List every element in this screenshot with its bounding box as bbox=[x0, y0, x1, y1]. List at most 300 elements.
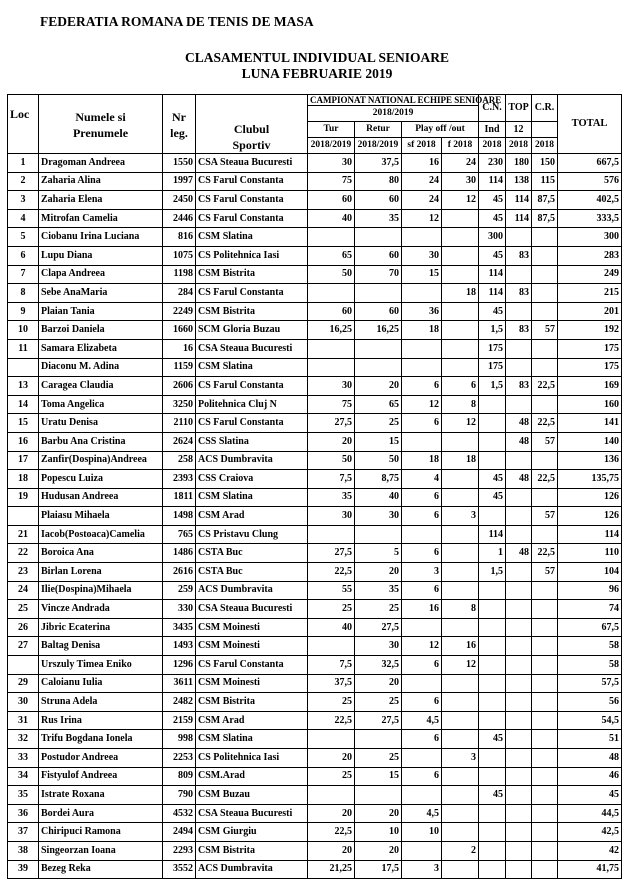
cell-nr: 3250 bbox=[163, 395, 196, 414]
cell-retur bbox=[355, 284, 402, 303]
cell-retur: 32,5 bbox=[355, 656, 402, 675]
cell-nr: 809 bbox=[163, 767, 196, 786]
cell-cr: 87,5 bbox=[532, 191, 558, 210]
cell-cr bbox=[532, 581, 558, 600]
cell-total: 58 bbox=[558, 656, 622, 675]
cell-f: 8 bbox=[442, 600, 479, 619]
cell-club: CSM Arad bbox=[196, 711, 308, 730]
cell-top bbox=[506, 358, 532, 377]
cell-cn: 45 bbox=[479, 470, 506, 489]
cell-cn: 45 bbox=[479, 246, 506, 265]
cell-name: Clapa Andreea bbox=[39, 265, 163, 284]
cell-tur: 25 bbox=[308, 600, 355, 619]
cell-name: Boroica Ana bbox=[39, 544, 163, 563]
table-row bbox=[8, 841, 622, 860]
cell-f bbox=[442, 618, 479, 637]
cell-total: 192 bbox=[558, 321, 622, 340]
cell-nr: 2446 bbox=[163, 209, 196, 228]
table-row bbox=[8, 693, 622, 712]
cell-retur: 70 bbox=[355, 265, 402, 284]
cell-sf: 6 bbox=[402, 581, 442, 600]
cell-loc: 33 bbox=[8, 749, 39, 768]
cell-club: CS Farul Constanta bbox=[196, 284, 308, 303]
cell-sf: 18 bbox=[402, 321, 442, 340]
cell-f bbox=[442, 470, 479, 489]
table-row bbox=[8, 823, 622, 842]
cell-loc: 25 bbox=[8, 600, 39, 619]
cell-tur: 27,5 bbox=[308, 414, 355, 433]
cell-sf bbox=[402, 358, 442, 377]
cell-club: CS Farul Constanta bbox=[196, 172, 308, 191]
cell-club: CS Farul Constanta bbox=[196, 414, 308, 433]
cell-f bbox=[442, 358, 479, 377]
cell-tur bbox=[308, 525, 355, 544]
cell-total: 46 bbox=[558, 767, 622, 786]
cell-cn bbox=[479, 581, 506, 600]
cell-retur bbox=[355, 525, 402, 544]
cell-name: Uratu Denisa bbox=[39, 414, 163, 433]
table-row bbox=[8, 804, 622, 823]
table-row bbox=[8, 358, 622, 377]
cell-tur: 75 bbox=[308, 395, 355, 414]
cell-loc: 7 bbox=[8, 265, 39, 284]
cell-f bbox=[442, 339, 479, 358]
cell-name: Fistyulof Andreea bbox=[39, 767, 163, 786]
cell-cr bbox=[532, 656, 558, 675]
cell-f bbox=[442, 432, 479, 451]
table-row bbox=[8, 154, 622, 173]
cell-f: 12 bbox=[442, 191, 479, 210]
cell-name: Toma Angelica bbox=[39, 395, 163, 414]
cell-retur bbox=[355, 786, 402, 805]
cell-tur: 35 bbox=[308, 488, 355, 507]
cell-name: Birlan Lorena bbox=[39, 563, 163, 582]
cell-total: 175 bbox=[558, 339, 622, 358]
cell-name: Struna Adela bbox=[39, 693, 163, 712]
cell-club: CSS Slatina bbox=[196, 432, 308, 451]
cell-sf: 12 bbox=[402, 395, 442, 414]
cell-loc: 21 bbox=[8, 525, 39, 544]
cell-cn bbox=[479, 767, 506, 786]
header-club bbox=[196, 95, 308, 154]
header-name-line1: Numele si bbox=[75, 110, 126, 124]
cell-loc: 15 bbox=[8, 414, 39, 433]
cell-total: 126 bbox=[558, 507, 622, 526]
header-total: TOTAL bbox=[558, 95, 622, 154]
cell-total: 667,5 bbox=[558, 154, 622, 173]
cell-name: Zanfir(Dospina)Andreea bbox=[39, 451, 163, 470]
cell-sf: 6 bbox=[402, 488, 442, 507]
cell-club: CSM.Arad bbox=[196, 767, 308, 786]
cell-nr: 1486 bbox=[163, 544, 196, 563]
cell-retur: 20 bbox=[355, 563, 402, 582]
cell-top: 48 bbox=[506, 544, 532, 563]
cell-name: Lupu Diana bbox=[39, 246, 163, 265]
cell-retur: 30 bbox=[355, 507, 402, 526]
cell-retur: 17,5 bbox=[355, 860, 402, 879]
table-row bbox=[8, 191, 622, 210]
cell-cr bbox=[532, 637, 558, 656]
cell-loc: 10 bbox=[8, 321, 39, 340]
cell-cr bbox=[532, 618, 558, 637]
cell-name: Barbu Ana Cristina bbox=[39, 432, 163, 451]
cell-name: Bordei Aura bbox=[39, 804, 163, 823]
table-row bbox=[8, 432, 622, 451]
cell-retur: 20 bbox=[355, 377, 402, 396]
cell-cn: 45 bbox=[479, 209, 506, 228]
table-row bbox=[8, 321, 622, 340]
cell-sf bbox=[402, 525, 442, 544]
cell-loc: 17 bbox=[8, 451, 39, 470]
table-row bbox=[8, 618, 622, 637]
cell-club: CSM Buzau bbox=[196, 786, 308, 805]
cell-retur: 8,75 bbox=[355, 470, 402, 489]
cell-tur: 40 bbox=[308, 618, 355, 637]
cell-loc: 8 bbox=[8, 284, 39, 303]
cell-retur: 25 bbox=[355, 749, 402, 768]
table-row bbox=[8, 377, 622, 396]
cell-cn: 175 bbox=[479, 358, 506, 377]
cell-club: CS Politehnica Iasi bbox=[196, 749, 308, 768]
table-row bbox=[8, 786, 622, 805]
cell-cn bbox=[479, 414, 506, 433]
cell-nr: 2494 bbox=[163, 823, 196, 842]
cell-tur: 60 bbox=[308, 302, 355, 321]
cell-sf: 24 bbox=[402, 172, 442, 191]
cell-name: Istrate Roxana bbox=[39, 786, 163, 805]
cell-f: 3 bbox=[442, 749, 479, 768]
header-club-line1: Clubul bbox=[233, 122, 270, 136]
cell-cn bbox=[479, 693, 506, 712]
cell-total: 96 bbox=[558, 581, 622, 600]
header-retur: Retur bbox=[355, 122, 402, 138]
cell-name: Iacob(Postoaca)Camelia bbox=[39, 525, 163, 544]
cell-cr bbox=[532, 600, 558, 619]
cell-loc: 5 bbox=[8, 228, 39, 247]
table-row bbox=[8, 209, 622, 228]
cell-loc: 31 bbox=[8, 711, 39, 730]
cell-f bbox=[442, 563, 479, 582]
table-row bbox=[8, 488, 622, 507]
cell-tur bbox=[308, 358, 355, 377]
cell-nr: 4532 bbox=[163, 804, 196, 823]
cell-cn bbox=[479, 637, 506, 656]
cell-total: 249 bbox=[558, 265, 622, 284]
cell-nr: 2159 bbox=[163, 711, 196, 730]
cell-total: 48 bbox=[558, 749, 622, 768]
cell-loc: 18 bbox=[8, 470, 39, 489]
cell-cr: 22,5 bbox=[532, 470, 558, 489]
cell-name: Baltag Denisa bbox=[39, 637, 163, 656]
cell-cn bbox=[479, 823, 506, 842]
header-nr-line2: leg. bbox=[170, 126, 188, 140]
header-cn-ind: Ind bbox=[479, 122, 506, 138]
cell-nr: 1660 bbox=[163, 321, 196, 340]
cell-f bbox=[442, 525, 479, 544]
cell-tur bbox=[308, 228, 355, 247]
cell-club: SCM Gloria Buzau bbox=[196, 321, 308, 340]
table-row bbox=[8, 860, 622, 879]
cell-cn bbox=[479, 841, 506, 860]
header-top: TOP bbox=[506, 95, 532, 122]
cell-nr: 3435 bbox=[163, 618, 196, 637]
cell-nr: 259 bbox=[163, 581, 196, 600]
table-row bbox=[8, 525, 622, 544]
cell-cn: 45 bbox=[479, 488, 506, 507]
cell-club: CSM Arad bbox=[196, 507, 308, 526]
cell-tur: 30 bbox=[308, 154, 355, 173]
header-cr-year: 2018 bbox=[532, 138, 558, 154]
cell-club: ACS Dumbravita bbox=[196, 581, 308, 600]
cell-sf bbox=[402, 786, 442, 805]
cell-cn: 114 bbox=[479, 265, 506, 284]
cell-cn: 1,5 bbox=[479, 321, 506, 340]
cell-club: ACS Dumbravita bbox=[196, 451, 308, 470]
cell-f bbox=[442, 544, 479, 563]
header-top-year: 2018 bbox=[506, 138, 532, 154]
cell-name: Samara Elizabeta bbox=[39, 339, 163, 358]
header-nr-line1: Nr bbox=[172, 110, 186, 124]
cell-top bbox=[506, 674, 532, 693]
cell-top bbox=[506, 488, 532, 507]
cell-name: Dragoman Andreea bbox=[39, 154, 163, 173]
cell-retur: 20 bbox=[355, 841, 402, 860]
cell-retur: 60 bbox=[355, 191, 402, 210]
cell-nr: 1493 bbox=[163, 637, 196, 656]
cell-f bbox=[442, 674, 479, 693]
cell-sf bbox=[402, 284, 442, 303]
cell-cr: 22,5 bbox=[532, 377, 558, 396]
cell-nr: 765 bbox=[163, 525, 196, 544]
cell-retur: 16,25 bbox=[355, 321, 402, 340]
cell-retur: 20 bbox=[355, 674, 402, 693]
cell-f bbox=[442, 860, 479, 879]
cell-cn: 300 bbox=[479, 228, 506, 247]
cell-retur: 65 bbox=[355, 395, 402, 414]
cell-total: 74 bbox=[558, 600, 622, 619]
cell-tur: 20 bbox=[308, 841, 355, 860]
cell-cr bbox=[532, 451, 558, 470]
cell-retur: 60 bbox=[355, 246, 402, 265]
cell-loc: 30 bbox=[8, 693, 39, 712]
cell-total: 333,5 bbox=[558, 209, 622, 228]
document-subtitle: LUNA FEBRUARIE 2019 bbox=[241, 66, 393, 81]
cell-loc: 3 bbox=[8, 191, 39, 210]
cell-f bbox=[442, 265, 479, 284]
cell-tur: 22,5 bbox=[308, 823, 355, 842]
cell-cn: 45 bbox=[479, 191, 506, 210]
cell-f: 3 bbox=[442, 507, 479, 526]
cell-name: Jibric Ecaterina bbox=[39, 618, 163, 637]
cell-cr: 22,5 bbox=[532, 544, 558, 563]
cell-nr: 998 bbox=[163, 730, 196, 749]
cell-cr bbox=[532, 841, 558, 860]
cell-tur: 50 bbox=[308, 265, 355, 284]
cell-total: 201 bbox=[558, 302, 622, 321]
cell-name: Caloianu Iulia bbox=[39, 674, 163, 693]
cell-top: 48 bbox=[506, 432, 532, 451]
cell-top: 83 bbox=[506, 321, 532, 340]
cell-nr: 1498 bbox=[163, 507, 196, 526]
cell-loc: 39 bbox=[8, 860, 39, 879]
cell-cn bbox=[479, 656, 506, 675]
cell-top bbox=[506, 581, 532, 600]
cell-top bbox=[506, 860, 532, 879]
cell-sf: 3 bbox=[402, 563, 442, 582]
cell-total: 160 bbox=[558, 395, 622, 414]
cell-sf: 18 bbox=[402, 451, 442, 470]
cell-club: CSTA Buc bbox=[196, 563, 308, 582]
cell-sf: 3 bbox=[402, 860, 442, 879]
cell-top bbox=[506, 600, 532, 619]
cell-tur: 7,5 bbox=[308, 470, 355, 489]
cell-f: 6 bbox=[442, 377, 479, 396]
cell-loc: 16 bbox=[8, 432, 39, 451]
cell-total: 300 bbox=[558, 228, 622, 247]
cell-cn bbox=[479, 432, 506, 451]
cell-loc: 11 bbox=[8, 339, 39, 358]
cell-club: CSM Moinesti bbox=[196, 618, 308, 637]
table-row bbox=[8, 581, 622, 600]
cell-tur: 30 bbox=[308, 507, 355, 526]
cell-sf bbox=[402, 432, 442, 451]
cell-sf: 6 bbox=[402, 767, 442, 786]
cell-cr bbox=[532, 228, 558, 247]
cell-top bbox=[506, 507, 532, 526]
cell-cn: 1,5 bbox=[479, 377, 506, 396]
cell-nr: 1075 bbox=[163, 246, 196, 265]
cell-top bbox=[506, 228, 532, 247]
cell-top: 138 bbox=[506, 172, 532, 191]
cell-sf: 6 bbox=[402, 414, 442, 433]
cell-retur bbox=[355, 339, 402, 358]
table-row bbox=[8, 172, 622, 191]
cell-name: Trifu Bogdana Ionela bbox=[39, 730, 163, 749]
cell-top bbox=[506, 618, 532, 637]
cell-sf: 4 bbox=[402, 470, 442, 489]
cell-cr bbox=[532, 488, 558, 507]
cell-tur bbox=[308, 339, 355, 358]
cell-loc: 29 bbox=[8, 674, 39, 693]
cell-top bbox=[506, 730, 532, 749]
cell-cr bbox=[532, 525, 558, 544]
cell-total: 58 bbox=[558, 637, 622, 656]
cell-nr: 816 bbox=[163, 228, 196, 247]
cell-name: Ilie(Dospina)Mihaela bbox=[39, 581, 163, 600]
cell-name: Diaconu M. Adina bbox=[39, 358, 163, 377]
cell-cr bbox=[532, 767, 558, 786]
table-row bbox=[8, 339, 622, 358]
cell-loc bbox=[8, 358, 39, 377]
header-nr bbox=[163, 95, 196, 154]
cell-nr: 2624 bbox=[163, 432, 196, 451]
cell-cr: 22,5 bbox=[532, 414, 558, 433]
cell-cn: 175 bbox=[479, 339, 506, 358]
table-row bbox=[8, 228, 622, 247]
cell-total: 140 bbox=[558, 432, 622, 451]
cell-retur: 25 bbox=[355, 600, 402, 619]
cell-top: 48 bbox=[506, 414, 532, 433]
ranking-rows bbox=[8, 154, 622, 879]
cell-tur: 37,5 bbox=[308, 674, 355, 693]
cell-cr bbox=[532, 358, 558, 377]
cell-top bbox=[506, 339, 532, 358]
cell-name: Urszuly Timea Eniko bbox=[39, 656, 163, 675]
cell-sf: 15 bbox=[402, 265, 442, 284]
cell-total: 136 bbox=[558, 451, 622, 470]
table-row bbox=[8, 507, 622, 526]
cell-retur bbox=[355, 358, 402, 377]
table-row bbox=[8, 395, 622, 414]
cell-top bbox=[506, 637, 532, 656]
cell-total: 45 bbox=[558, 786, 622, 805]
cell-loc: 22 bbox=[8, 544, 39, 563]
cell-sf: 6 bbox=[402, 693, 442, 712]
cell-loc: 27 bbox=[8, 637, 39, 656]
cell-nr: 1296 bbox=[163, 656, 196, 675]
cell-sf: 16 bbox=[402, 600, 442, 619]
cell-loc: 2 bbox=[8, 172, 39, 191]
table-row bbox=[8, 414, 622, 433]
cell-cr: 57 bbox=[532, 563, 558, 582]
cell-cr bbox=[532, 395, 558, 414]
cell-cn: 114 bbox=[479, 525, 506, 544]
cell-f: 24 bbox=[442, 154, 479, 173]
cell-name: Barzoi Daniela bbox=[39, 321, 163, 340]
cell-loc: 34 bbox=[8, 767, 39, 786]
cell-club: CSM Moinesti bbox=[196, 637, 308, 656]
cell-name: Popescu Luiza bbox=[39, 470, 163, 489]
header-cr-blank bbox=[532, 122, 558, 138]
cell-cn: 1 bbox=[479, 544, 506, 563]
cell-nr: 2450 bbox=[163, 191, 196, 210]
cell-nr: 790 bbox=[163, 786, 196, 805]
cell-loc: 38 bbox=[8, 841, 39, 860]
table-row bbox=[8, 284, 622, 303]
cell-tur: 22,5 bbox=[308, 563, 355, 582]
cell-tur: 20 bbox=[308, 749, 355, 768]
header-name bbox=[39, 95, 163, 154]
cell-loc bbox=[8, 507, 39, 526]
cell-tur: 30 bbox=[308, 377, 355, 396]
cell-sf: 16 bbox=[402, 154, 442, 173]
cell-retur: 27,5 bbox=[355, 618, 402, 637]
cell-cr: 57 bbox=[532, 432, 558, 451]
cell-cr bbox=[532, 786, 558, 805]
cell-tur: 16,25 bbox=[308, 321, 355, 340]
cell-top bbox=[506, 563, 532, 582]
cell-cn bbox=[479, 600, 506, 619]
cell-f bbox=[442, 209, 479, 228]
header-sf-year: sf 2018 bbox=[402, 138, 442, 154]
cell-name: Singeorzan Ioana bbox=[39, 841, 163, 860]
cell-top bbox=[506, 841, 532, 860]
table-row bbox=[8, 674, 622, 693]
cell-top bbox=[506, 786, 532, 805]
cell-loc: 37 bbox=[8, 823, 39, 842]
cell-retur: 25 bbox=[355, 414, 402, 433]
cell-sf: 6 bbox=[402, 544, 442, 563]
cell-club: CS Farul Constanta bbox=[196, 209, 308, 228]
cell-nr: 2616 bbox=[163, 563, 196, 582]
cell-sf: 30 bbox=[402, 246, 442, 265]
cell-nr: 3552 bbox=[163, 860, 196, 879]
cell-f bbox=[442, 823, 479, 842]
cell-top bbox=[506, 823, 532, 842]
header-club-line2: Sportiv bbox=[232, 138, 271, 152]
cell-club: CSA Steaua Bucuresti bbox=[196, 339, 308, 358]
table-row bbox=[8, 637, 622, 656]
